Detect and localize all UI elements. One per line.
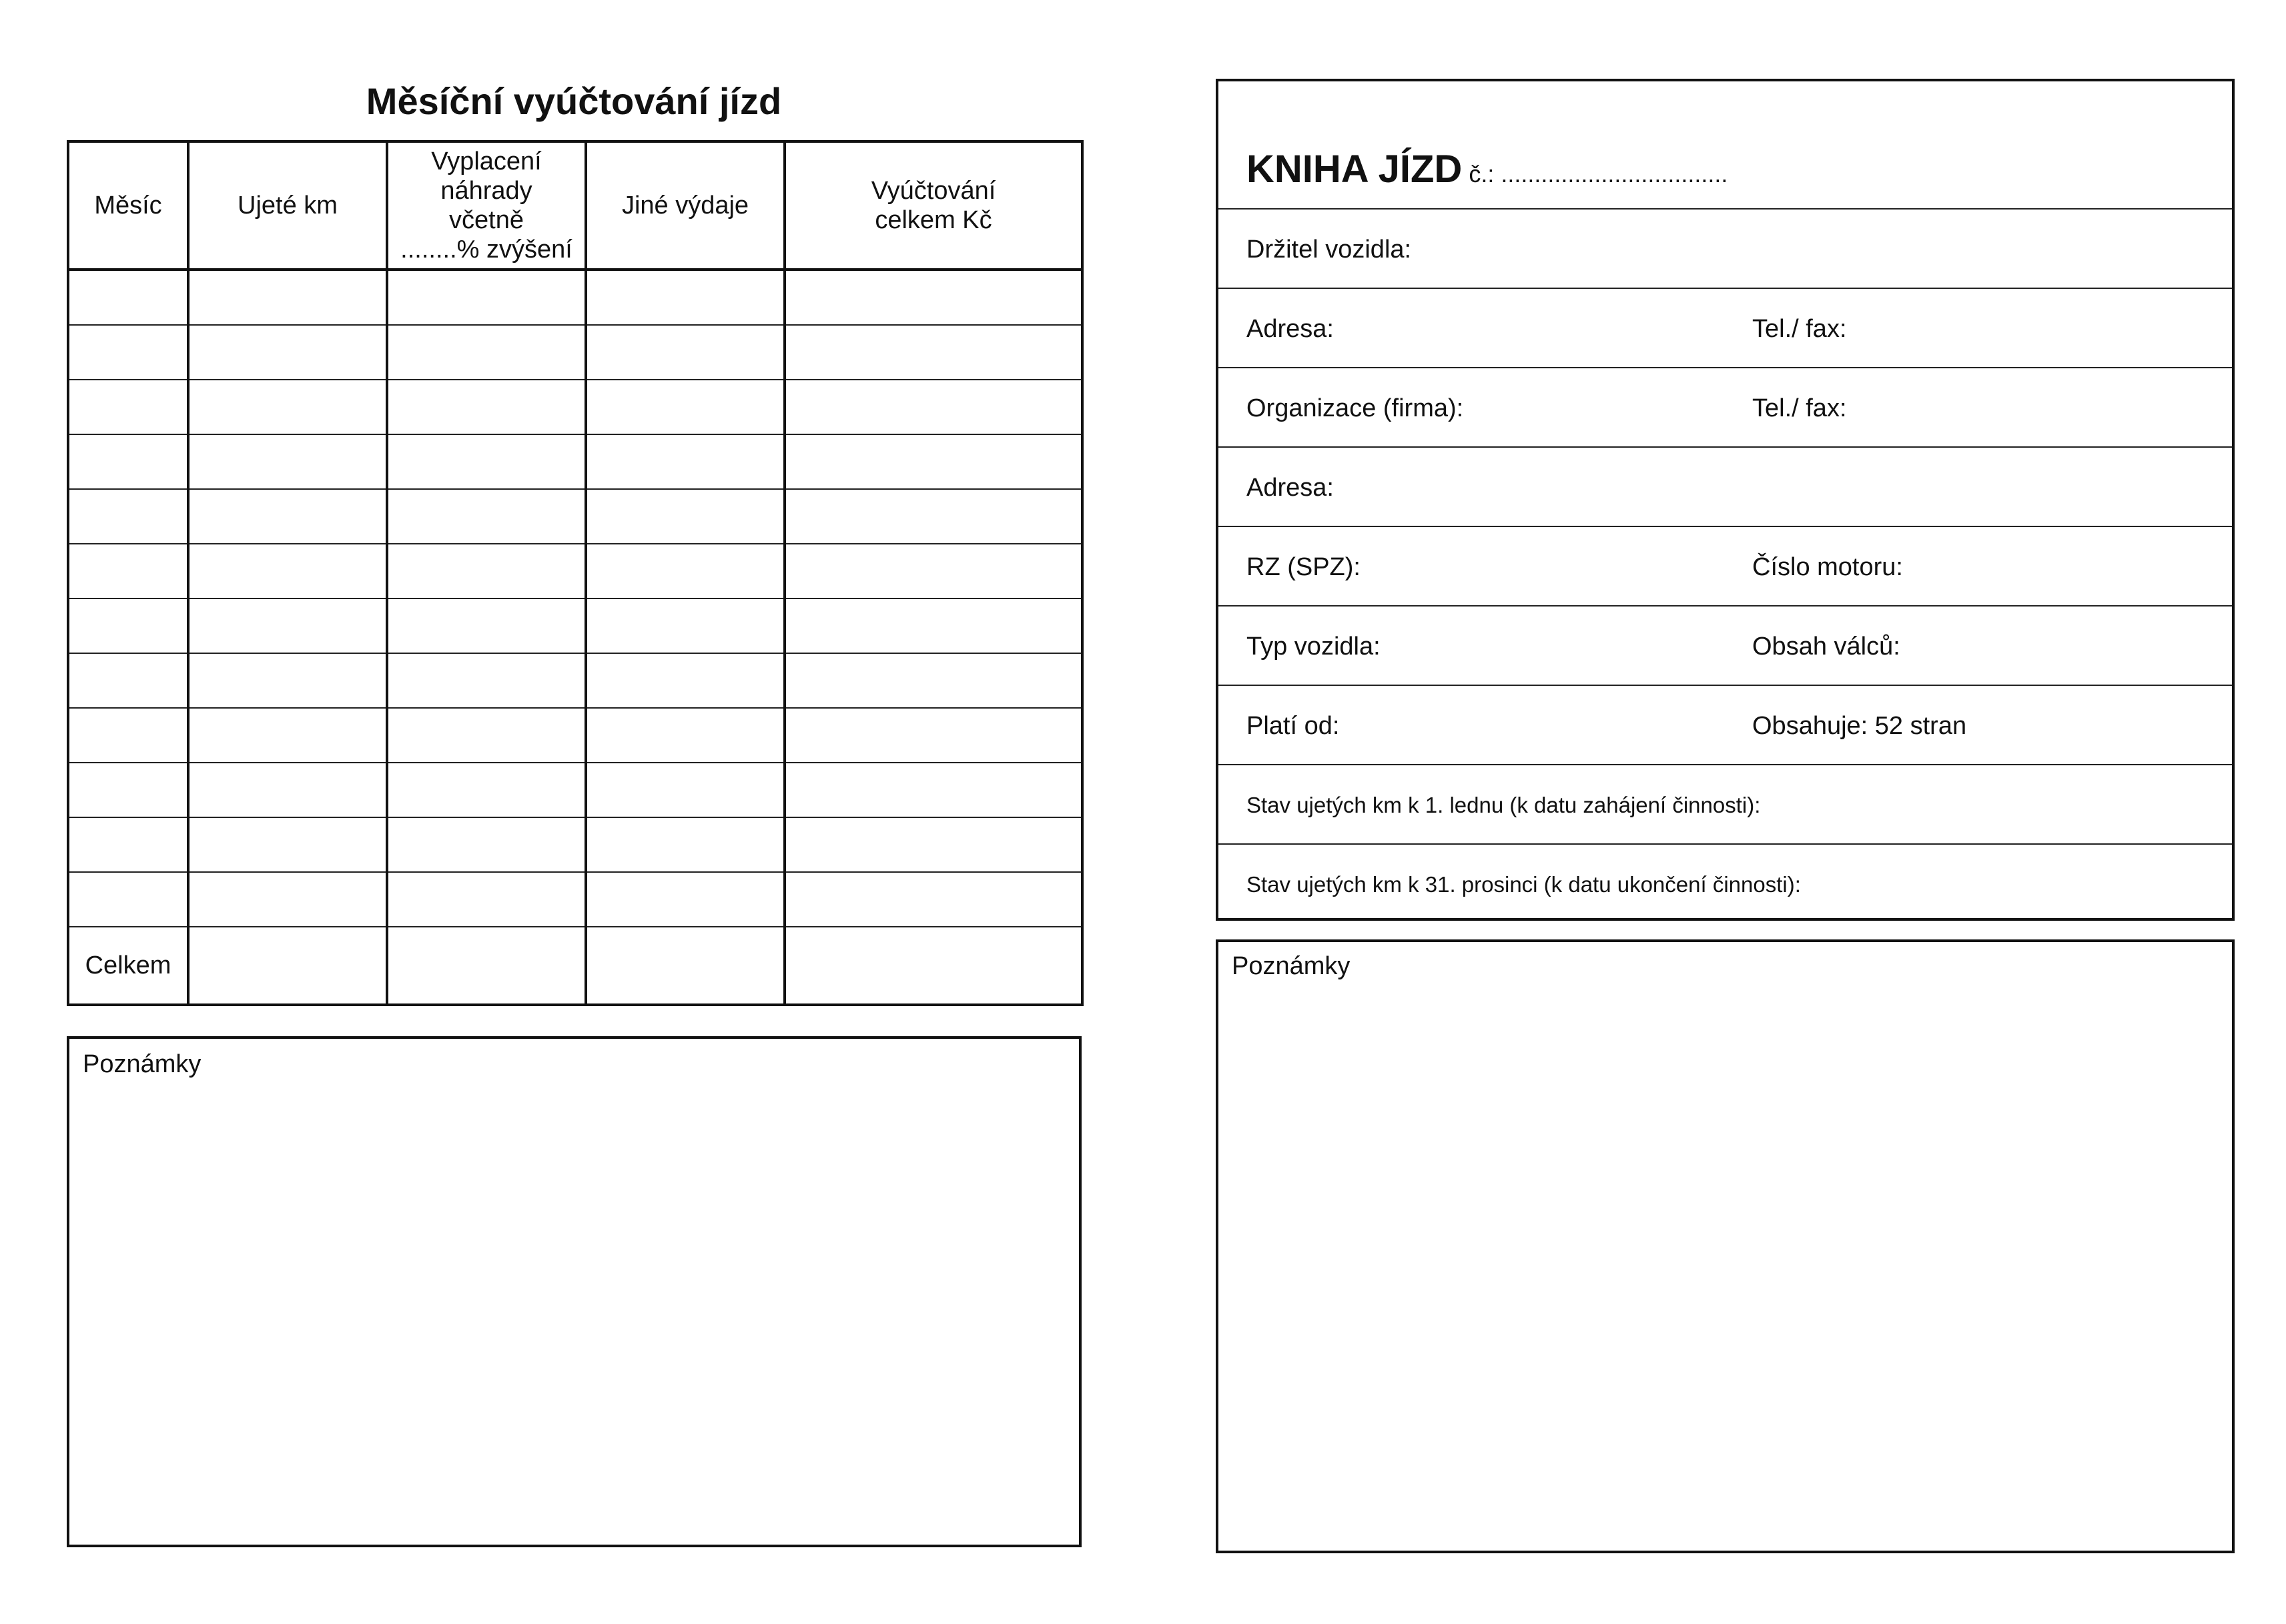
total-cell[interactable] [387, 927, 586, 1005]
book-title: KNIHA JÍZD [1246, 147, 1463, 191]
table-cell[interactable] [387, 598, 586, 653]
total-cell[interactable] [188, 927, 387, 1005]
table-cell[interactable] [586, 325, 785, 380]
table-row [68, 380, 1082, 434]
info-row-label: Organizace (firma): [1246, 394, 1464, 422]
table-cell[interactable] [785, 270, 1082, 325]
table-cell[interactable] [586, 817, 785, 872]
table-cell[interactable] [68, 489, 188, 544]
table-cell[interactable] [785, 763, 1082, 817]
table-cell[interactable] [785, 434, 1082, 489]
table-row [68, 434, 1082, 489]
info-row[interactable] [1218, 685, 2232, 765]
monthly-billing-table [67, 140, 1084, 1006]
table-cell[interactable] [586, 380, 785, 434]
info-row[interactable] [1218, 843, 2232, 924]
table-cell[interactable] [586, 763, 785, 817]
notes-label: Poznámky [83, 1050, 202, 1078]
table-cell[interactable] [387, 653, 586, 708]
info-row[interactable] [1218, 605, 2232, 686]
table-row [68, 598, 1082, 653]
table-cell[interactable] [586, 653, 785, 708]
table-cell[interactable] [387, 708, 586, 763]
info-row[interactable] [1218, 764, 2232, 845]
info-row[interactable] [1218, 526, 2232, 606]
notes-label: Poznámky [1232, 952, 1351, 980]
table-cell[interactable] [68, 325, 188, 380]
table-cell[interactable] [785, 653, 1082, 708]
info-row-label: Stav ujetých km k 31. prosinci (k datu ukončení činnosti): [1246, 871, 1801, 897]
info-row-secondary-label: Tel./ fax: [1752, 314, 1847, 343]
total-label: Celkem [68, 927, 188, 1005]
table-cell[interactable] [387, 325, 586, 380]
column-header-other-expenses: Jiné výdaje [586, 141, 785, 270]
info-row[interactable] [1218, 367, 2232, 448]
table-cell[interactable] [387, 872, 586, 927]
table-cell[interactable] [68, 270, 188, 325]
table-cell[interactable] [387, 380, 586, 434]
info-row-secondary-label: Číslo motoru: [1752, 552, 1903, 581]
table-cell[interactable] [586, 434, 785, 489]
table-cell[interactable] [188, 380, 387, 434]
table-cell[interactable] [68, 380, 188, 434]
vehicle-logbook-cover [1216, 79, 2235, 921]
info-row[interactable] [1218, 446, 2232, 527]
table-cell[interactable] [68, 598, 188, 653]
table-cell[interactable] [387, 434, 586, 489]
table-cell[interactable] [586, 872, 785, 927]
table-cell[interactable] [387, 270, 586, 325]
table-cell[interactable] [188, 708, 387, 763]
table-row [68, 817, 1082, 872]
table-cell[interactable] [68, 544, 188, 598]
table-row [68, 708, 1082, 763]
table-cell[interactable] [785, 817, 1082, 872]
table-cell[interactable] [785, 380, 1082, 434]
table-cell[interactable] [188, 489, 387, 544]
table-cell[interactable] [586, 708, 785, 763]
info-row-label: Držitel vozidla: [1246, 235, 1412, 264]
table-cell[interactable] [387, 763, 586, 817]
table-cell[interactable] [68, 653, 188, 708]
table-cell[interactable] [387, 817, 586, 872]
table-cell[interactable] [68, 763, 188, 817]
info-row-label: Typ vozidla: [1246, 632, 1381, 661]
info-row-secondary-label: Tel./ fax: [1752, 394, 1847, 422]
table-row [68, 270, 1082, 325]
info-row-label: RZ (SPZ): [1246, 552, 1361, 581]
table-cell[interactable] [68, 434, 188, 489]
table-cell[interactable] [586, 598, 785, 653]
table-cell[interactable] [188, 270, 387, 325]
table-cell[interactable] [785, 598, 1082, 653]
table-row [68, 872, 1082, 927]
table-cell[interactable] [785, 325, 1082, 380]
table-cell[interactable] [785, 708, 1082, 763]
table-row [68, 763, 1082, 817]
column-header-compensation: Vyplacení náhrady včetně ........% zvýšení [387, 141, 586, 270]
table-row [68, 325, 1082, 380]
table-row [68, 653, 1082, 708]
info-row-label: Adresa: [1246, 473, 1334, 502]
total-cell[interactable] [785, 927, 1082, 1005]
info-row-secondary-label: Obsahuje: 52 stran [1752, 711, 1967, 740]
info-row-label: Stav ujetých km k 1. lednu (k datu zahájení činnosti): [1246, 792, 1761, 817]
table-cell[interactable] [68, 817, 188, 872]
table-cell[interactable] [586, 544, 785, 598]
table-cell[interactable] [785, 544, 1082, 598]
table-cell[interactable] [586, 489, 785, 544]
info-row[interactable] [1218, 288, 2232, 368]
table-cell[interactable] [387, 544, 586, 598]
book-number-field[interactable]: č.: .................................. [1469, 160, 1728, 187]
table-cell[interactable] [188, 325, 387, 380]
table-cell[interactable] [785, 872, 1082, 927]
monthly-billing-title: Měsíční vyúčtování jízd [366, 80, 782, 122]
table-header-row [68, 141, 1082, 270]
left-notes-box[interactable] [67, 1036, 1082, 1547]
table-cell[interactable] [188, 763, 387, 817]
book-heading [1246, 143, 1728, 196]
table-cell[interactable] [188, 872, 387, 927]
table-cell[interactable] [785, 489, 1082, 544]
info-row-secondary-label: Obsah válců: [1752, 632, 1900, 661]
column-header-month: Měsíc [68, 141, 188, 270]
table-cell[interactable] [68, 708, 188, 763]
right-notes-box[interactable] [1216, 939, 2235, 1553]
total-cell[interactable] [586, 927, 785, 1005]
column-header-total: Vyúčtování celkem Kč [785, 141, 1082, 270]
table-cell[interactable] [188, 817, 387, 872]
table-cell[interactable] [188, 598, 387, 653]
info-row-label: Adresa: [1246, 314, 1334, 343]
total-row [68, 927, 1082, 1005]
table-cell[interactable] [188, 434, 387, 489]
table-cell[interactable] [586, 270, 785, 325]
info-row[interactable] [1218, 208, 2232, 289]
table-row [68, 544, 1082, 598]
info-row-label: Platí od: [1246, 711, 1340, 740]
table-cell[interactable] [188, 653, 387, 708]
column-header-km: Ujeté km [188, 141, 387, 270]
table-row [68, 489, 1082, 544]
table-cell[interactable] [68, 872, 188, 927]
table-cell[interactable] [188, 544, 387, 598]
table-cell[interactable] [387, 489, 586, 544]
